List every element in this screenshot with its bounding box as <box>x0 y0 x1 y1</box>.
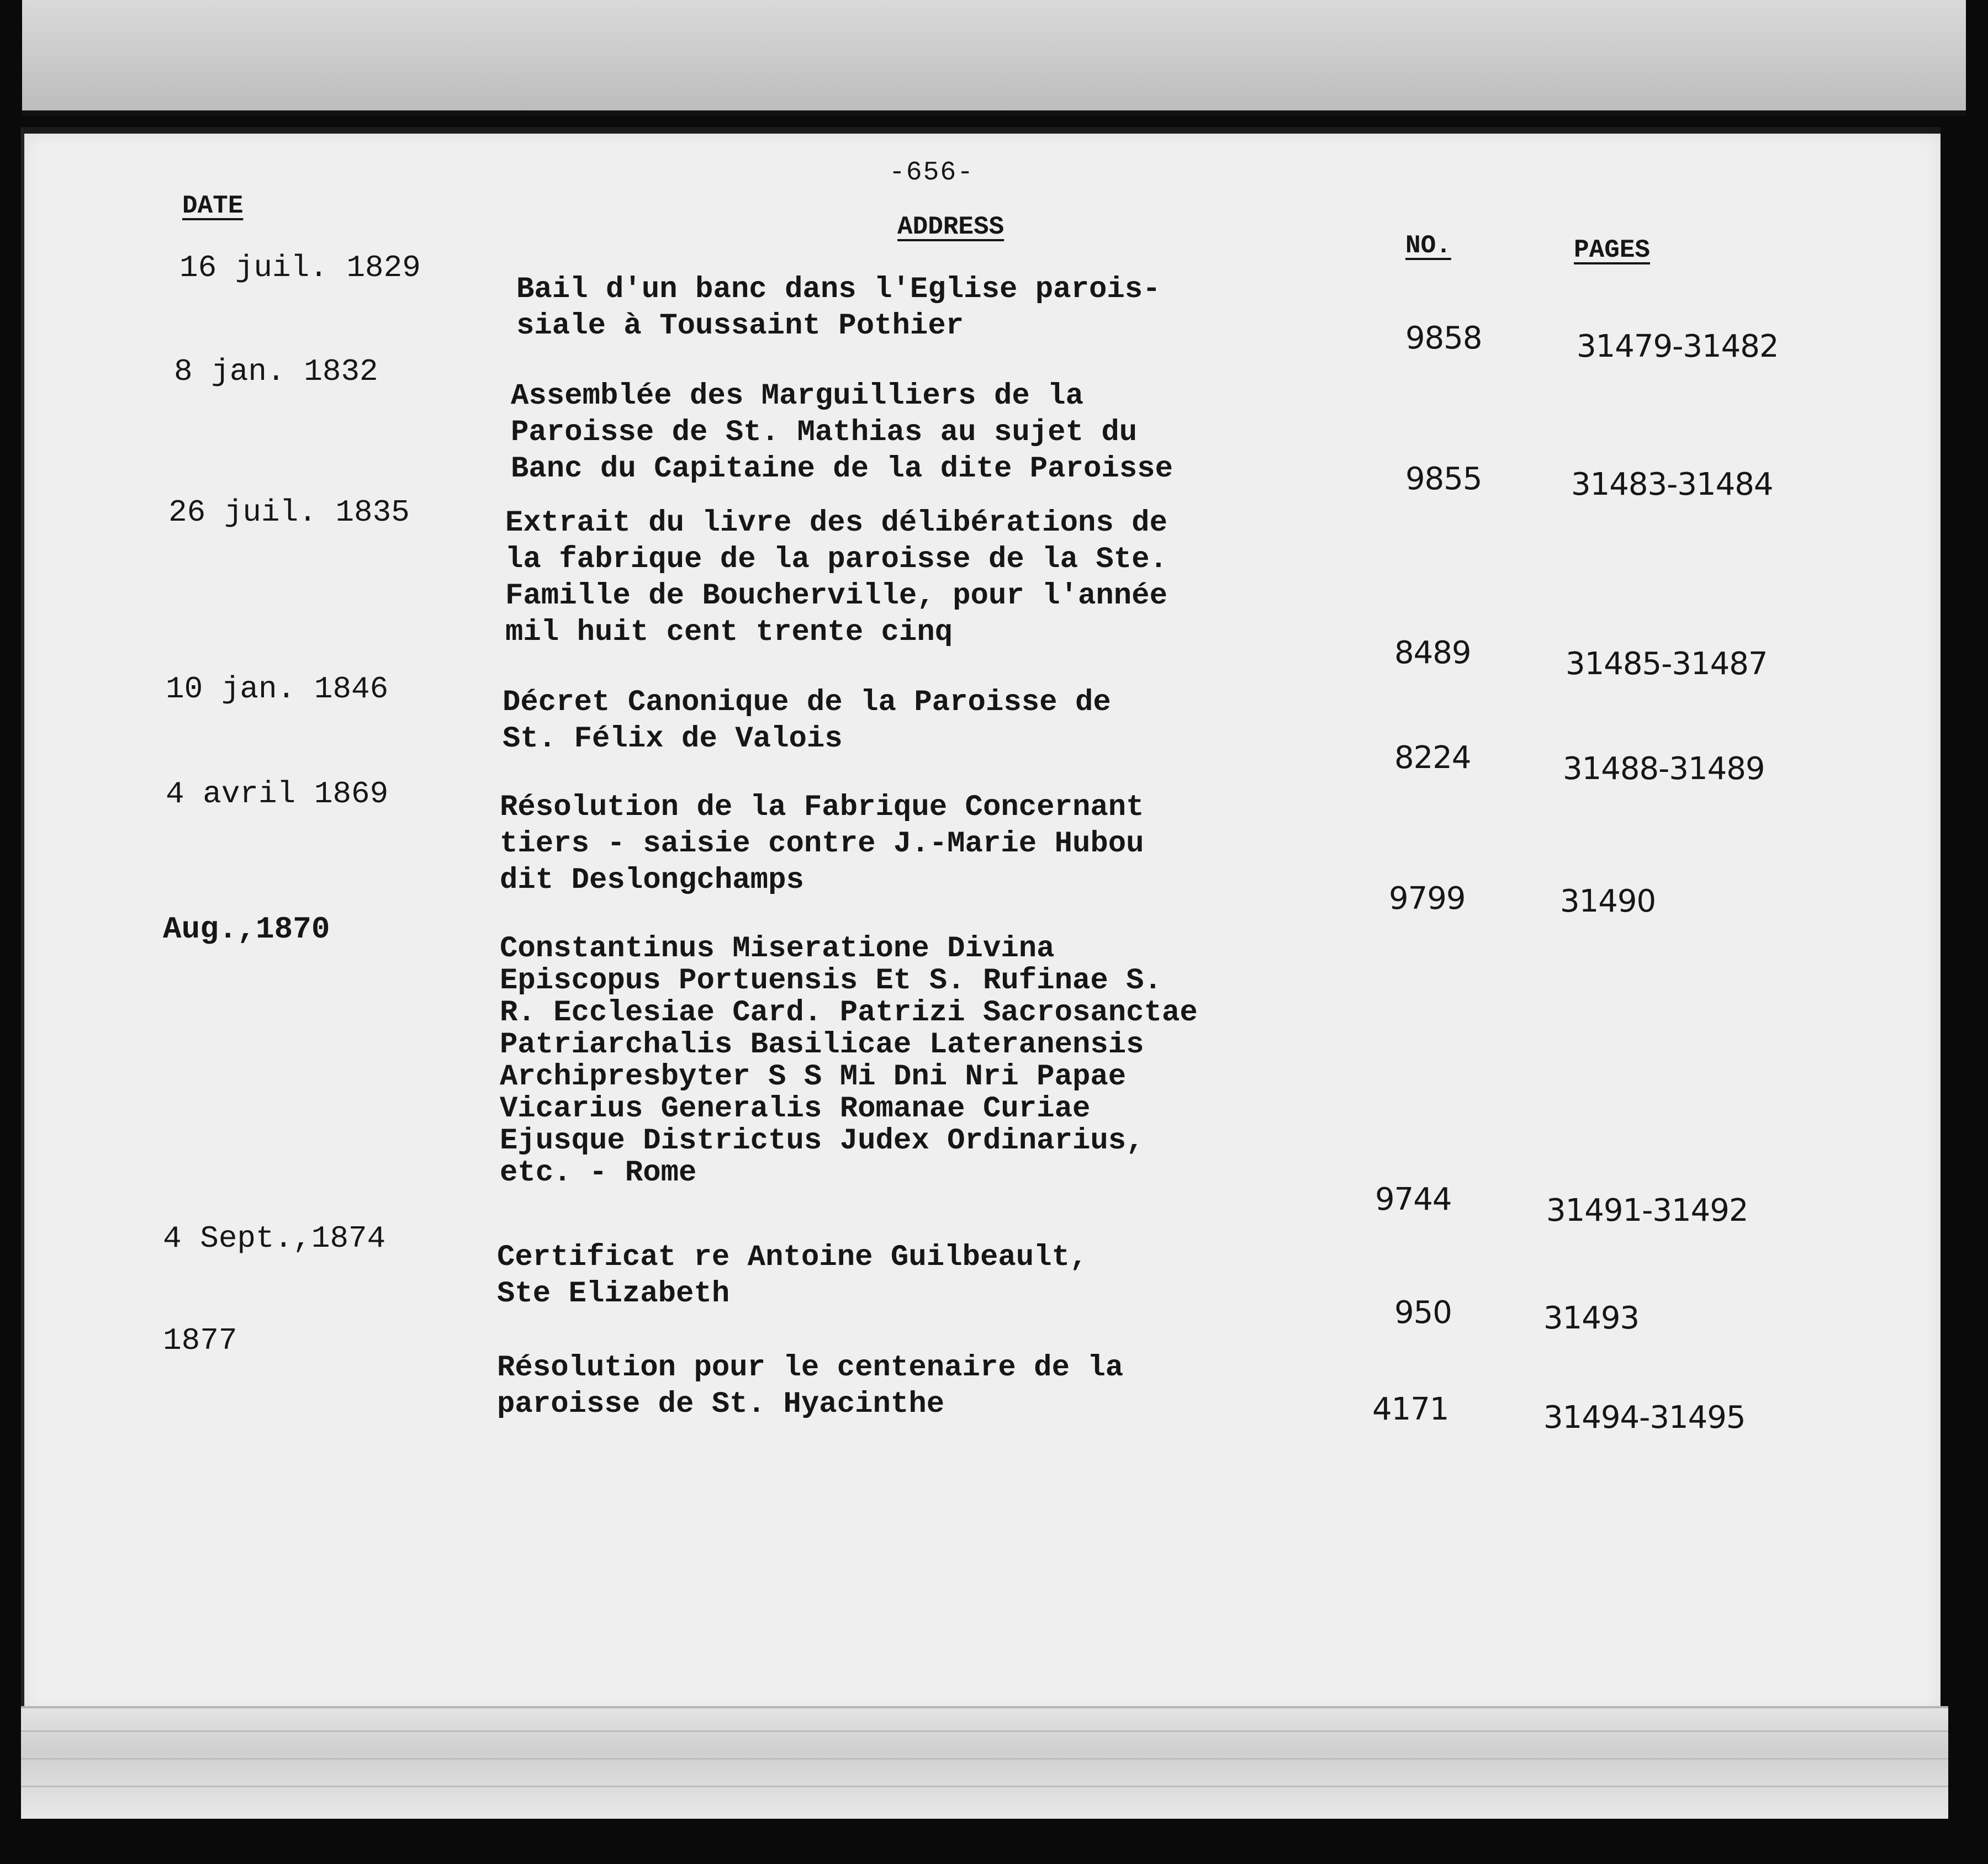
entry-address: Décret Canonique de la Paroisse de St. Félix de Valois <box>503 686 1111 756</box>
entry-pages: 31490 <box>1560 883 1656 919</box>
entry-pages: 31488-31489 <box>1563 751 1765 787</box>
entry-date: 8 jan. 1832 <box>174 354 378 389</box>
entry-number: 9855 <box>1405 461 1482 497</box>
previous-card-edge <box>22 0 1966 116</box>
header-pages: PAGES <box>1574 236 1651 264</box>
entry-address: Résolution pour le centenaire de la paroisse de St. Hyacinthe <box>497 1351 1124 1421</box>
entry-date: 4 avril 1869 <box>166 776 389 812</box>
entry-date: Aug.,1870 <box>163 912 330 947</box>
entry-pages: 31485-31487 <box>1566 646 1768 682</box>
header-date: DATE <box>182 192 244 220</box>
entry-number: 9744 <box>1375 1182 1452 1217</box>
entry-pages: 31483-31484 <box>1571 467 1773 502</box>
entry-date: 16 juil. 1829 <box>179 250 421 285</box>
entry-address: Certificat re Antoine Guilbeault, Ste Elizabeth <box>497 1241 1088 1311</box>
entry-number: 8489 <box>1394 635 1471 671</box>
header-address: ADDRESS <box>897 213 1004 241</box>
entry-date: 26 juil. 1835 <box>168 495 410 530</box>
entry-number: 950 <box>1394 1295 1452 1331</box>
entry-pages: 31494-31495 <box>1543 1400 1746 1436</box>
header-no: NO. <box>1405 231 1451 260</box>
entry-number: 4171 <box>1372 1391 1449 1427</box>
entry-pages: 31493 <box>1543 1300 1640 1336</box>
entry-address: Extrait du livre des délibérations de la fabrique de la paroisse de la Ste. Famille de Boucherville, pour l'année mil huit cent trente cinq <box>505 506 1167 649</box>
entry-address: Constantinus Miseratione Divina Episcopus Portuensis Et S. Rufinae S. R. Ecclesiae Card. Patrizi Sacrosanctae Patriarchalis Basilicae Lateranensis Archipresbyter S S Mi Dni Nri Papae Vicarius Generalis Romanae Curiae Ejusque Districtus Judex Ordinarius, etc. - Rome <box>500 932 1198 1190</box>
entry-date: 1877 <box>163 1323 237 1358</box>
entry-pages: 31479-31482 <box>1577 329 1779 364</box>
entry-number: 8224 <box>1394 740 1471 776</box>
entry-pages: 31491-31492 <box>1546 1193 1748 1228</box>
entry-number: 9799 <box>1389 881 1466 917</box>
page-number: -656- <box>889 158 975 188</box>
entry-date: 4 Sept.,1874 <box>163 1221 386 1256</box>
entry-address: Résolution de la Fabrique Concernant tiers - saisie contre J.-Marie Hubou dit Deslongchamps <box>500 791 1144 897</box>
entry-address: Bail d'un banc dans l'Eglise parois- siale à Toussaint Pothier <box>516 273 1161 343</box>
entry-date: 10 jan. 1846 <box>166 671 389 707</box>
card-stack-edge <box>21 1706 1948 1819</box>
entry-address: Assemblée des Marguilliers de la Paroisse de St. Mathias au sujet du Banc du Capitaine de la dite Paroisse <box>511 379 1173 486</box>
entry-number: 9858 <box>1405 320 1482 356</box>
